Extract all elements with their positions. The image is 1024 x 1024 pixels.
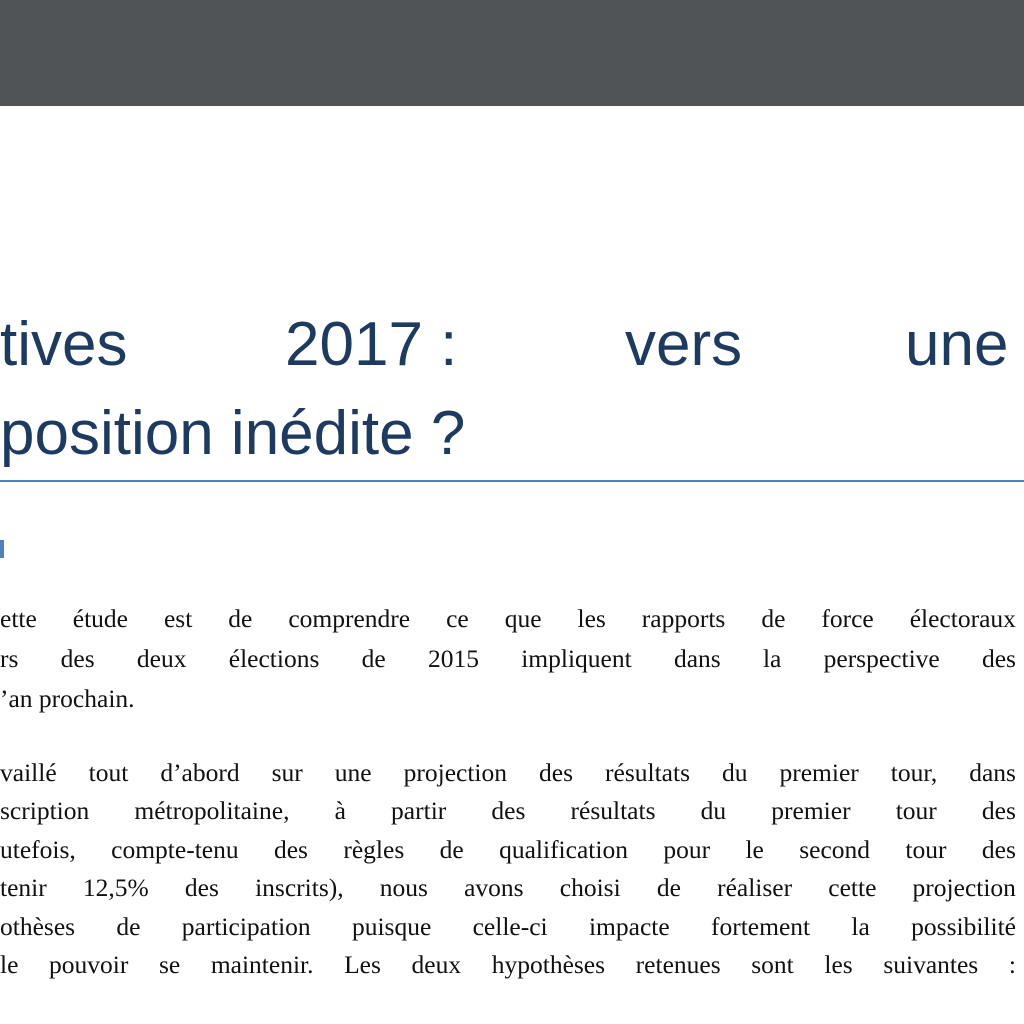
- text-line: [0, 871, 1016, 905]
- word: possibilité: [911, 912, 1016, 941]
- word: projection: [403, 758, 508, 787]
- word: premier: [779, 758, 859, 787]
- word: celle-ci: [472, 912, 548, 941]
- word: les: [824, 950, 853, 979]
- top-banner: [0, 0, 1024, 106]
- word: tour,: [890, 758, 938, 787]
- title-word: vers: [625, 310, 743, 379]
- section-marker: [0, 540, 4, 558]
- text-line: [0, 602, 1016, 636]
- word: de: [116, 912, 141, 941]
- word: sur: [271, 758, 303, 787]
- text-line: [0, 910, 1016, 944]
- word: à: [334, 796, 346, 825]
- word: ette: [0, 604, 37, 633]
- word: participation: [181, 912, 311, 941]
- word: 12,5%: [82, 873, 149, 902]
- word: tenir: [0, 873, 47, 902]
- word: du: [700, 796, 727, 825]
- word: perspective: [823, 644, 940, 673]
- word: retenues: [635, 950, 721, 979]
- text-line: [0, 756, 1016, 790]
- word: résultats: [570, 796, 656, 825]
- word: compte-tenu: [111, 835, 239, 864]
- word: choisi: [559, 873, 621, 902]
- word: ce: [446, 604, 469, 633]
- text-line: ’an prochain.: [0, 684, 135, 713]
- word: élections: [228, 644, 320, 673]
- word: maintenir.: [210, 950, 314, 979]
- word: résultats: [605, 758, 690, 787]
- word: cette: [828, 873, 877, 902]
- word: nous: [379, 873, 428, 902]
- word: utefois,: [0, 835, 76, 864]
- word: comprendre: [288, 604, 411, 633]
- word: dans: [969, 758, 1016, 787]
- word: des: [981, 644, 1016, 673]
- word: électoraux: [909, 604, 1016, 633]
- word: sont: [751, 950, 794, 979]
- word: inscrits),: [255, 873, 344, 902]
- word: règles: [343, 835, 405, 864]
- word: hypothèses: [491, 950, 606, 979]
- word: de: [361, 644, 386, 673]
- word: métropolitaine,: [134, 796, 290, 825]
- word: des: [491, 796, 526, 825]
- word: force: [821, 604, 874, 633]
- word: :: [1008, 950, 1016, 979]
- word: la: [762, 644, 782, 673]
- word: les: [577, 604, 606, 633]
- word: réaliser: [717, 873, 793, 902]
- word: de: [761, 604, 786, 633]
- word: que: [504, 604, 542, 633]
- text-line: [0, 642, 1016, 676]
- word: second: [799, 835, 871, 864]
- word: partir: [391, 796, 447, 825]
- word: tout: [88, 758, 129, 787]
- title-word: 2017 :: [285, 310, 458, 379]
- title-word: tives: [0, 310, 128, 379]
- word: impliquent: [521, 644, 632, 673]
- word: des: [981, 835, 1016, 864]
- word: othèses: [0, 912, 76, 941]
- word: qualification: [499, 835, 628, 864]
- title-text: position inédite ?: [0, 399, 466, 468]
- word: étude: [72, 604, 129, 633]
- word: des: [184, 873, 219, 902]
- word: le: [745, 835, 764, 864]
- word: des: [60, 644, 95, 673]
- word: deux: [136, 644, 187, 673]
- title-line-2: [0, 399, 1024, 468]
- word: de: [439, 835, 464, 864]
- word: la: [851, 912, 870, 941]
- text-line: [0, 794, 1016, 828]
- word: deux: [411, 950, 462, 979]
- word: scription: [0, 796, 90, 825]
- word: Les: [344, 950, 381, 979]
- word: 2015: [427, 644, 479, 673]
- word: puisque: [351, 912, 432, 941]
- word: impacte: [588, 912, 670, 941]
- word: avons: [464, 873, 524, 902]
- word: d’abord: [160, 758, 240, 787]
- word: du: [722, 758, 748, 787]
- word: de: [656, 873, 681, 902]
- title-word: une: [905, 310, 1009, 379]
- word: tour: [895, 796, 937, 825]
- word: des: [539, 758, 574, 787]
- word: pour: [663, 835, 711, 864]
- word: une: [334, 758, 372, 787]
- word: projection: [912, 873, 1016, 902]
- title-underline: [0, 480, 1024, 482]
- word: le: [0, 950, 19, 979]
- word: se: [158, 950, 181, 979]
- word: vaillé: [0, 758, 57, 787]
- word: fortement: [710, 912, 811, 941]
- word: est: [163, 604, 193, 633]
- word: rs: [0, 644, 19, 673]
- word: premier: [771, 796, 851, 825]
- word: dans: [673, 644, 721, 673]
- text-line: [0, 833, 1016, 867]
- word: rapports: [641, 604, 726, 633]
- word: de: [228, 604, 253, 633]
- word: des: [981, 796, 1016, 825]
- word: suivantes: [883, 950, 979, 979]
- title-line-1: [0, 310, 1024, 379]
- text-line: [0, 948, 1016, 982]
- word: tour: [905, 835, 947, 864]
- word: pouvoir: [49, 950, 129, 979]
- word: des: [273, 835, 308, 864]
